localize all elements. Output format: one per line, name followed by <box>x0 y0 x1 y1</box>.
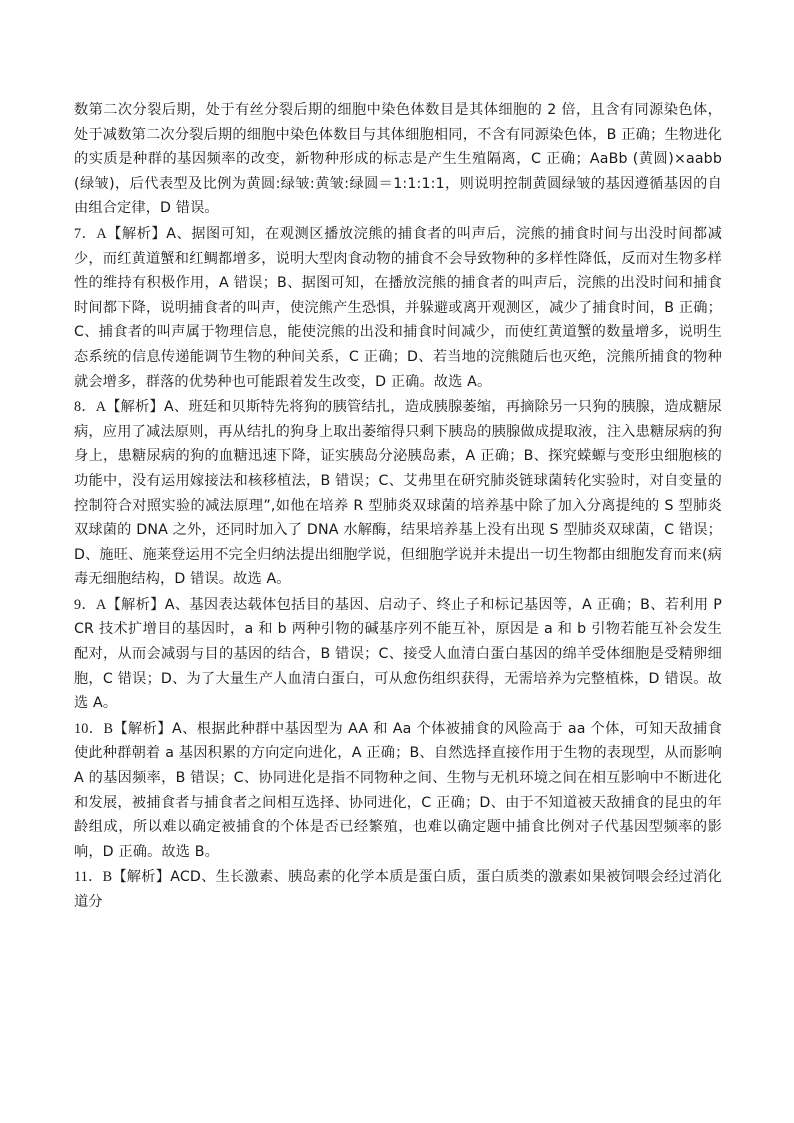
paragraph-question-9 <box>74 593 722 716</box>
paragraph-text: 【解析】A、根据此种群中基因型为 AA 和 Aa 个体被捕食的风险高于 aa 个体，可知天敌捕食使此种群朝着 a 基因积累的方向定向进化，A 正确；B、自然选择直接作用于生物的表现型，从而影响 A 的基因频率，B 错误；C、协同进化是指不同物种之间、生物与无机环境之间在相互影响中不断进化和发展，被捕食者与捕食者之间相互选择、协同进化，C 正确；D、由于不知道被天敌捕食的昆虫的年龄组成，所以难以确定被捕食的个体是否已经繁殖，也难以确定题中捕食比例对子代基因型频率的影响，D 正确。故选 B。 <box>74 720 722 860</box>
answer-letter: B <box>103 720 114 737</box>
paragraph-question-7 <box>74 222 722 394</box>
paragraph-question-10 <box>74 717 722 865</box>
paragraph-question-8 <box>74 395 722 592</box>
question-number: 11． <box>74 869 103 886</box>
question-number: 8． <box>74 399 96 416</box>
answer-explanations <box>74 98 722 915</box>
paragraph-question-11 <box>74 865 722 914</box>
paragraph-text: 【解析】A、基因表达载体包括目的基因、启动子、终止子和标记基因等，A 正确；B、若利用 PCR 技术扩增目的基因时，a 和 b 两种引物的碱基序列不能互补，原因是 a 和 b 引物若能互补会发生配对，从而会减弱与目的基因的结合，B 错误；C、接受人血清白蛋白基因的绵羊受体细胞是受精卵细胞，C 错误；D、为了大量生产人血清白蛋白，可从愈伤组织获得，无需培养为完整植株，D 错误。故选 A。 <box>74 596 722 712</box>
answer-letter: A <box>96 225 107 242</box>
answer-letter: A <box>95 399 107 416</box>
question-number: 7． <box>74 225 97 242</box>
answer-letter: A <box>96 596 107 613</box>
question-number: 10． <box>74 720 104 737</box>
question-number: 9． <box>74 596 96 613</box>
paragraph-text: 【解析】A、据图可知，在观测区播放浣熊的捕食者的叫声后，浣熊的捕食时间与出没时间都减少，而红黄道蟹和红鲷都增多，说明大型肉食动物的捕食不会导致物种的多样性降低，反而对生物多样性的维持有积极作用，A 错误；B、据图可知，在播放浣熊的捕食者的叫声后，浣熊的出没时间和捕食时间都下降，说明捕食者的叫声，使浣熊产生恐惧，并躲避或离开观测区，减少了捕食时间，B 正确；C、捕食者的叫声属于物理信息，能使浣熊的出没和捕食时间减少，而使红黄道蟹的数量增多，说明生态系统的信息传递能调节生物的种间关系，C 正确；D、若当地的浣熊随后也灭绝，浣熊所捕食的物种就会增多，群落的优势种也可能跟着发生改变，D 正确。故选 A。 <box>74 225 722 390</box>
paragraph-text: 数第二次分裂后期，处于有丝分裂后期的细胞中染色体数目是其体细胞的 2 倍，且含有同源染色体，处于减数第二次分裂后期的细胞中染色体数目与其体细胞相同，不含有同源染色体，B 正确；生物进化的实质是种群的基因频率的改变，新物种形成的标志是产生生殖隔离，C 正确；AaBb (黄圆)×aabb (绿皱)，后代表型及比例为黄圆:绿皱:黄皱:绿圆＝1:1:1:1，则说明控制黄圆绿皱的基因遵循基因的自由组合定律，D 错误。 <box>74 102 722 217</box>
answer-letter: B <box>102 869 113 886</box>
paragraph-6-continued <box>74 98 722 221</box>
paragraph-text: 【解析】A、班廷和贝斯特先将狗的胰管结扎，造成胰腺萎缩，再摘除另一只狗的胰腺，造成糖尿病，应用了减法原则，再从结扎的狗身上取出萎缩得只剩下胰岛的胰腺做成提取液，注入患糖尿病的狗身上，患糖尿病的狗的血糖迅速下降，证实胰岛分泌胰岛素，A 正确；B、探究蝾螈与变形虫细胞核的功能中，没有运用嫁接法和核移植法，B 错误；C、艾弗里在研究肺炎链球菌转化实验时，对自变量的控制符合对照实验的减法原理”,如他在培养 R 型肺炎双球菌的培养基中除了加入分离提纯的 S 型肺炎双球菌的 DNA 之外，还同时加入了 DNA 水解酶，结果培养基上没有出现 S 型肺炎双球菌，C 错误；D、施旺、施莱登运用不完全归纳法提出细胞学说，但细胞学说并未提出一切生物都由细胞发育而来(病毒无细胞结构，D 错误。故选 A。 <box>74 399 722 588</box>
paragraph-text: 【解析】ACD、生长激素、胰岛素的化学本质是蛋白质，蛋白质类的激素如果被饲喂会经过消化道分 <box>74 869 722 910</box>
